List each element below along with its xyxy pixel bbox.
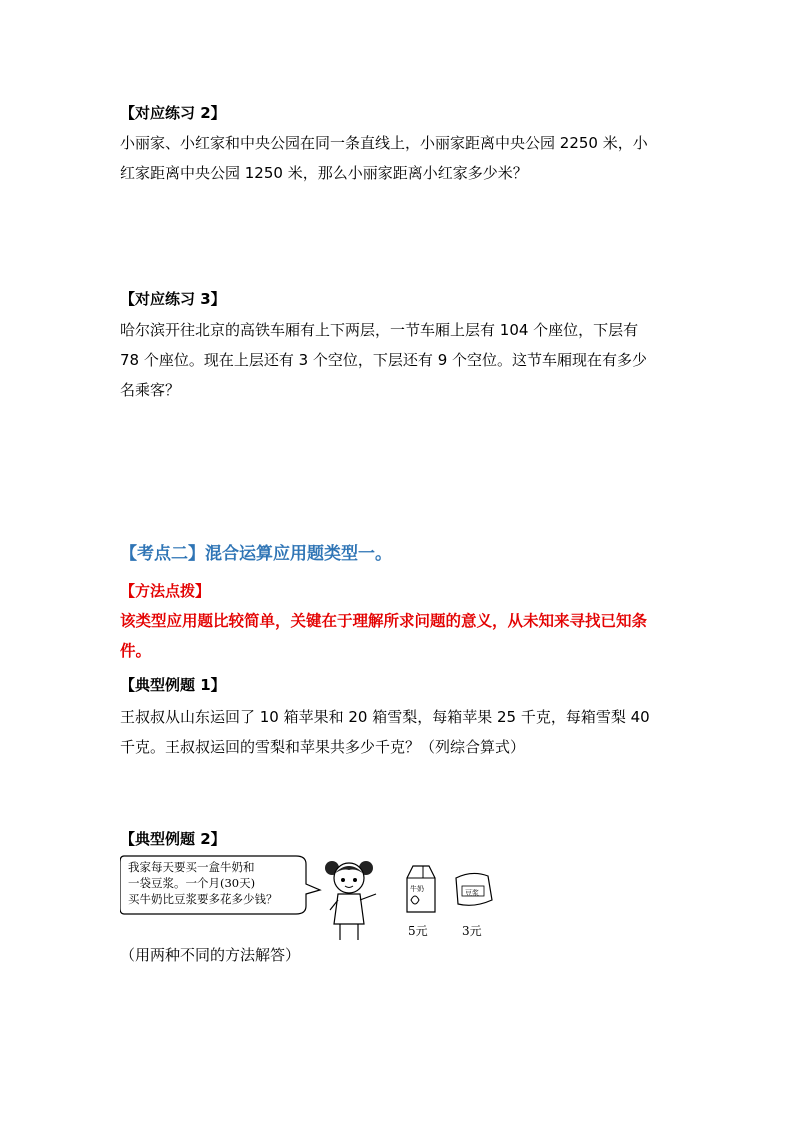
example-1-body bbox=[120, 702, 680, 762]
method-line-2: 件。 bbox=[120, 642, 152, 660]
example-2-note: （用两种不同的方法解答） bbox=[120, 946, 301, 964]
girl-icon bbox=[325, 861, 376, 940]
milk-price: 5元 bbox=[408, 924, 428, 938]
example-2-title: 【典型例题 2】 bbox=[120, 830, 226, 848]
exercise-2-title: 【对应练习 2】 bbox=[120, 104, 226, 122]
exercise-3-line-2: 78 个座位。现在上层还有 3 个空位，下层还有 9 个空位。这节车厢现在有多少 bbox=[120, 351, 648, 369]
exercise-3-body bbox=[120, 315, 680, 405]
exercise-2-line-2: 红家距离中央公园 1250 米，那么小丽家距离小红家多少米？ bbox=[120, 164, 528, 182]
method-body bbox=[120, 606, 680, 666]
example-1-title: 【典型例题 1】 bbox=[120, 676, 226, 694]
example-2-illustration bbox=[120, 852, 510, 942]
exercise-2-body bbox=[120, 128, 680, 188]
exercise-3-line-1: 哈尔滨开往北京的高铁车厢有上下两层，一节车厢上层有 104 个座位，下层有 bbox=[120, 321, 639, 339]
exercise-3-line-3: 名乘客？ bbox=[120, 381, 181, 399]
bubble-line-3: 买牛奶比豆浆要多花多少钱？ bbox=[128, 892, 278, 906]
soy-milk-label: 豆浆 bbox=[465, 889, 479, 897]
example-1-line-1: 王叔叔从山东运回了 10 箱苹果和 20 箱雪梨，每箱苹果 25 千克，每箱雪梨 40 bbox=[120, 708, 650, 726]
exercise-3-title: 【对应练习 3】 bbox=[120, 290, 226, 308]
method-line-1: 该类型应用题比较简单，关键在于理解所求问题的意义，从未知来寻找已知条 bbox=[120, 612, 648, 630]
exercise-2-line-1: 小丽家、小红家和中央公园在同一条直线上，小丽家距离中央公园 2250 米，小 bbox=[120, 134, 648, 152]
section-2-title: 【考点二】混合运算应用题类型一。 bbox=[120, 544, 392, 564]
bubble-line-2: 一袋豆浆。一个月(30天) bbox=[128, 876, 256, 890]
method-title: 【方法点拨】 bbox=[120, 582, 211, 600]
speech-bubble-text bbox=[128, 859, 318, 907]
example-1-line-2: 千克。王叔叔运回的雪梨和苹果共多少千克？（列综合算式） bbox=[120, 738, 526, 756]
soy-milk-price: 3元 bbox=[462, 924, 482, 938]
milk-carton-label: 牛奶 bbox=[410, 885, 424, 893]
bubble-line-1: 我家每天要买一盒牛奶和 bbox=[128, 860, 255, 874]
